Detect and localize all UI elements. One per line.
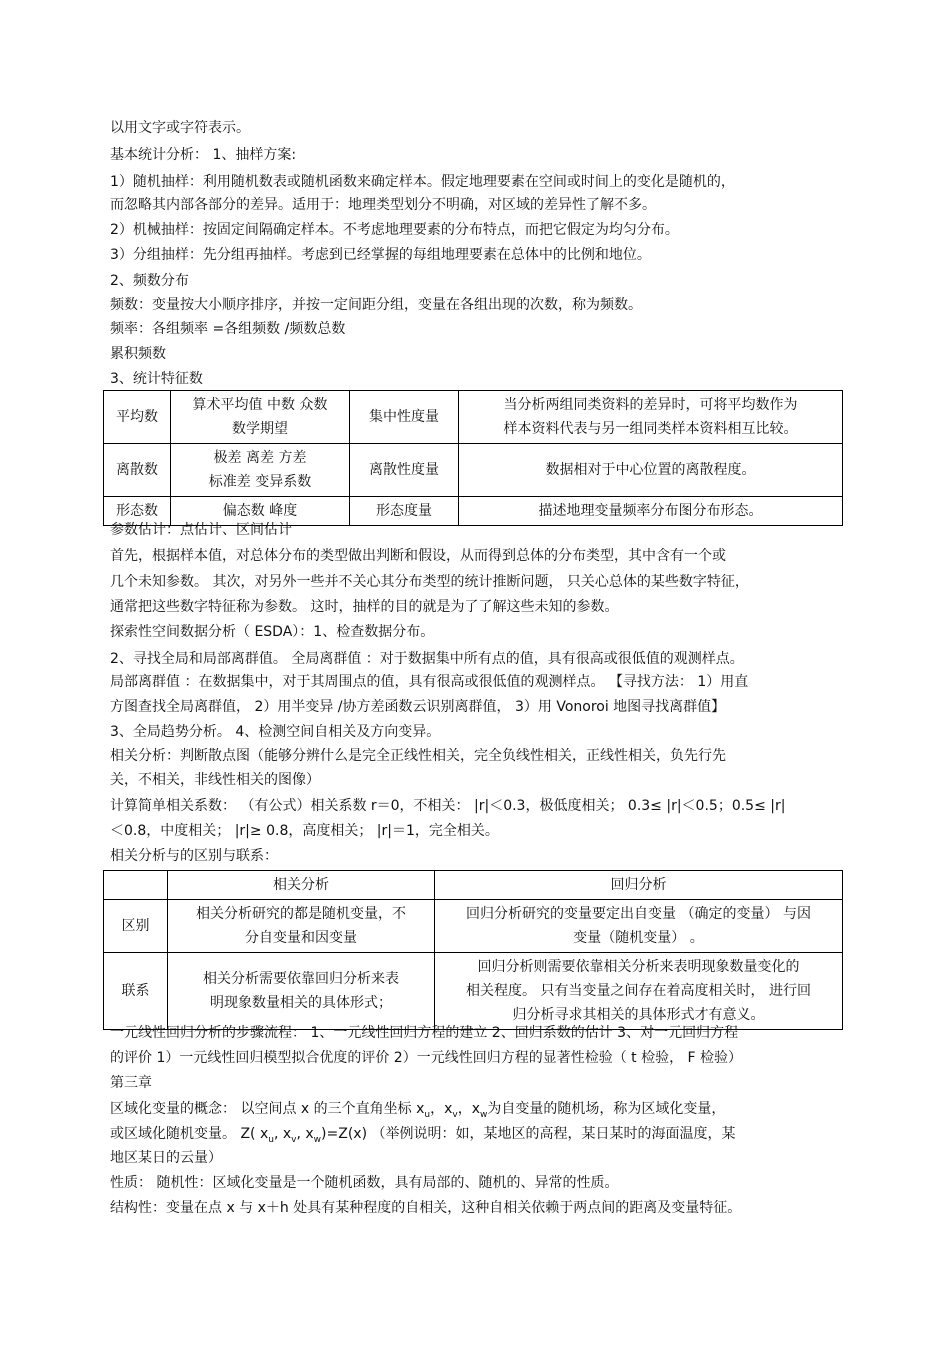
text-line: 而忽略其内部各部分的差异。适用于：地理类型划分不明确，对区域的差异性了解不多。 [110,197,656,213]
section-heading: 2、频数分布 [110,273,189,289]
text-line: 3）分组抽样：先分组再抽样。考虑到已经掌握的每组地理要素在总体中的比例和地位。 [110,247,651,263]
cell-text: 当分析两组同类资料的差异时，可将平均数作为 [503,397,798,413]
subscript: v [291,1134,297,1145]
text-line: 频数：变量按大小顺序排序，并按一定间距分组，变量在各组出现的次数，称为频数。 [110,297,642,313]
table-cell [435,953,843,1030]
table-header-cell: 回归分析 [435,871,843,900]
text-span: , x [296,1126,314,1142]
table-cell: 集中性度量 [350,391,459,444]
table-cell: 偏态数 峰度 [171,497,350,526]
text-line: 2、寻找全局和局部离群值。 全局离群值 ：对于数据集中所有点的值，具有很高或很低值的观测样点。 [110,651,744,667]
text-line: 地区某日的云量） [110,1150,222,1166]
text-line: 相关分析：判断散点图（能够分辨什么是完全正线性相关，完全负线性相关，正线性相关，负先行先 [110,748,726,764]
text-line: 一元线性回归分析的步骤流程： 1、一元线性回归方程的建立 2、回归系数的估计 3、对一元回归方程 [110,1025,739,1041]
table-cell: 形态度量 [350,497,459,526]
cell-text: 极差 离差 方差 [213,450,307,466]
cell-text: 相关分析需要依靠回归分析来表 [203,971,399,987]
table-cell [168,953,435,1030]
subscript: w [313,1134,322,1145]
cell-text: 算术平均值 中数 众数 [192,397,328,413]
text-line: 关，不相关，非线性相关的图像） [110,772,320,788]
subscript: u [424,1109,431,1120]
text-line: 2）机械抽样：按固定间隔确定样本。不考虑地理要素的分布特点，而把它假定为均匀分布。 [110,222,679,238]
table-cell: 联系 [104,953,168,1030]
table-header-row [104,871,843,900]
text-line: 1）随机抽样：利用随机数表或随机函数来确定样本。假定地理要素在空间或时间上的变化是随机的， [110,174,735,190]
text-span: 区域化变量的概念： 以空间点 x 的三个直角坐标 x [110,1101,425,1117]
subscript: v [452,1109,458,1120]
text-line: 几个未知参数。 其次，对另外一些并不关心其分布类型的统计推断问题， 只关心总体的某些数字特征， [110,574,749,590]
text-line: 探索性空间数据分析（ ESDA）：1、检查数据分布。 [110,624,435,640]
cell-text: 相关分析研究的都是随机变量，不 [196,906,406,922]
table-row [104,444,843,497]
text-line: 首先，根据样本值，对总体分布的类型做出判断和假设，从而得到总体的分布类型，其中含有一个或 [110,548,726,564]
table-cell [459,391,843,444]
section-heading: 3、统计特征数 [110,371,203,387]
text-line: 性质： 随机性：区域化变量是一个随机函数，具有局部的、随机的、异常的性质。 [110,1175,619,1191]
text-span: ，x [430,1101,453,1117]
table-row [104,391,843,444]
text-line: 以用文字或字符表示。 [110,120,250,136]
table-cell: 描述地理变量频率分布图分布形态。 [459,497,843,526]
text-line [110,1124,736,1150]
text-line: 通常把这些数字特征称为参数。 这时，抽样的目的就是为了了解这些未知的参数。 [110,599,619,615]
table-cell: 区别 [104,900,168,953]
text-line: 局部离群值 ：在数据集中，对于其周围点的值，具有很高或很低值的观测样点。 【寻找方法： 1）用直 [110,674,749,690]
cell-text: 变量（随机变量） 。 [573,930,704,946]
table-cell [171,444,350,497]
cell-text: 数学期望 [232,421,288,437]
cell-text: 回归分析研究的变量要定出自变量 （确定的变量） 与因 [466,906,811,922]
cell-text: 回归分析则需要依靠相关分析来表明现象数量变化的 [477,959,800,975]
table-cell: 数据相对于中心位置的离散程度。 [459,444,843,497]
cell-text: 分自变量和因变量 [245,930,357,946]
text-line: 频率：各组频率 =各组频数 /频数总数 [110,321,346,337]
text-span: )=Z(x) （举例说明：如，某地区的高程，某日某时的海面温度，某 [321,1126,736,1142]
text-line: 结构性：变量在点 x 与 x＋h 处具有某种程度的自相关，这种自相关依赖于两点间的距离及变量特征。 [110,1200,742,1216]
cell-text: 相关程度。 只有当变量之间存在着高度相关时， 进行回 [466,983,811,999]
text-line [110,1099,725,1125]
text-line: 计算简单相关系数： （有公式）相关系数 r＝0，不相关： |r|＜0.3，极低度相关； 0.3≤ |r|＜0.5；0.5≤ |r| [110,798,786,814]
text-span: 或区域化随机变量。 Z( x [110,1126,269,1142]
text-span: ，x [457,1101,481,1117]
table-header-cell: 相关分析 [168,871,435,900]
table-cell: 形态数 [104,497,171,526]
table-row [104,953,843,1030]
cell-text: 标准差 变异系数 [208,474,312,490]
comparison-table [103,870,843,1030]
table-cell: 离散性度量 [350,444,459,497]
text-line: 参数估计：点估计、区间估计 [110,522,292,538]
cell-text: 样本资料代表与另一组同类样本资料相互比较。 [503,421,798,437]
table-cell [171,391,350,444]
text-line: 3、全局趋势分析。 4、检测空间自相关及方向变异。 [110,724,441,740]
table-row [104,900,843,953]
subscript: u [268,1134,274,1145]
table-cell [435,900,843,953]
text-line: 的评价 1）一元线性回归模型拟合优度的评价 2）一元线性回归方程的显著性检验（ t 检验， F 检验） [110,1050,743,1066]
statistics-table [103,390,843,526]
table-cell: 离散数 [104,444,171,497]
text-span: , x [273,1126,292,1142]
table-cell [168,900,435,953]
table-cell: 平均数 [104,391,171,444]
text-line: 相关分析与的区别与联系： [110,848,278,864]
text-line: 方图查找全局离群值， 2）用半变异 /协方差函数云识别离群值， 3）用 Vonoroi 地图寻找离群值】 [110,699,726,715]
text-line: 基本统计分析： 1、抽样方案: [110,147,297,163]
table-header-cell [104,871,168,900]
cell-text: 归分析寻求其相关的具体形式才有意义。 [512,1007,765,1023]
chapter-heading: 第三章 [110,1075,152,1091]
text-span: 为自变量的随机场，称为区域化变量， [487,1101,726,1117]
cell-text: 明现象数量相关的具体形式； [210,995,392,1011]
text-line: 累积频数 [110,346,166,362]
text-line: ＜0.8，中度相关； |r|≥ 0.8，高度相关； |r|＝1，完全相关。 [110,823,499,839]
subscript: w [480,1109,488,1120]
